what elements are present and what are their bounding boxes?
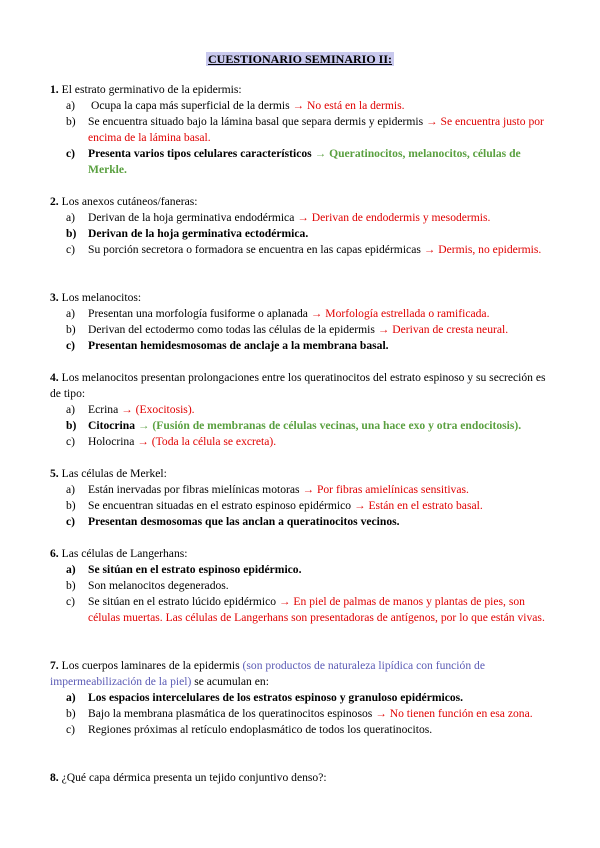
- option-letter: a): [66, 211, 76, 224]
- question-7: [50, 658, 550, 738]
- option-a: [50, 690, 550, 706]
- answer-note: (Fusión de membranas de células vecinas, una hace exo y otra endocitosis).: [152, 419, 522, 432]
- option-letter: b): [66, 115, 76, 128]
- answer-note: (Exocitosis).: [135, 403, 195, 416]
- answer-note: Derivan de endodermis y mesodermis.: [311, 211, 491, 224]
- option-text: Citocrina: [88, 419, 138, 432]
- arrow-icon: →: [137, 419, 150, 432]
- option-letter: a): [66, 307, 76, 320]
- option-c: [50, 242, 550, 258]
- stem-note: (son productos de naturaleza lipídica con función de impermeabilización de la piel): [50, 659, 485, 688]
- option-b: [50, 226, 550, 242]
- arrow-icon: →: [310, 307, 323, 320]
- option-c: [50, 146, 550, 178]
- option-text: Derivan de la hoja germinativa endodérmica: [88, 211, 298, 224]
- question-4: [50, 370, 550, 450]
- question-stem: ¿Qué capa dérmica presenta un tejido conjuntivo denso?:: [61, 771, 327, 784]
- question-stem: Las células de Merkel:: [61, 467, 167, 480]
- answer-note: En piel de palmas de manos y plantas de pies, son células muertas. Las células de Langerhans son presentadoras de antígenos, por lo que están vivas.: [88, 595, 545, 624]
- question-8: [50, 770, 550, 786]
- answer-note: (Toda la célula se excreta).: [151, 435, 277, 448]
- arrow-icon: →: [377, 323, 390, 336]
- option-text: Se sitúan en el estrato espinoso epidérmico.: [88, 563, 302, 576]
- question-number: 8.: [50, 771, 59, 784]
- option-letter: c): [66, 723, 76, 736]
- question-number: 5.: [50, 467, 59, 480]
- option-c: [50, 434, 550, 450]
- option-letter: b): [66, 227, 77, 240]
- arrow-icon: →: [292, 99, 305, 112]
- option-text: Se encuentra situado bajo la lámina basal que separa dermis y epidermis: [88, 115, 427, 128]
- answer-note: Derivan de cresta neural.: [392, 323, 509, 336]
- option-letter: c): [66, 515, 76, 528]
- question-5: [50, 466, 550, 530]
- option-b: [50, 578, 550, 594]
- question-stem: Los cuerpos laminares de la epidermis: [61, 659, 243, 672]
- option-c: [50, 338, 550, 354]
- option-letter: a): [66, 99, 76, 112]
- question-stem: Los melanocitos:: [61, 291, 142, 304]
- arrow-icon: →: [375, 707, 387, 720]
- option-letter: a): [66, 483, 76, 496]
- option-letter: a): [66, 563, 76, 576]
- option-text: Derivan del ectodermo como todas las células de la epidermis: [88, 323, 378, 336]
- option-c: [50, 594, 550, 626]
- arrow-icon: →: [121, 403, 133, 416]
- option-c: [50, 722, 550, 738]
- arrow-icon: →: [426, 115, 438, 128]
- question-3: [50, 290, 550, 354]
- option-b: [50, 498, 550, 514]
- option-letter: c): [66, 147, 76, 160]
- option-a: [50, 482, 550, 498]
- stem-end: se acumulan en:: [191, 675, 269, 688]
- option-letter: b): [66, 579, 76, 592]
- question-stem: Los anexos cutáneos/faneras:: [61, 195, 198, 208]
- answer-note: Queratinocitos, melanocitos, células de Merkle.: [88, 147, 521, 176]
- option-letter: b): [66, 707, 76, 720]
- option-b: [50, 322, 550, 338]
- question-2: [50, 194, 550, 258]
- option-letter: b): [66, 499, 76, 512]
- option-a: [50, 562, 550, 578]
- question-number: 6.: [50, 547, 59, 560]
- option-text: Son melanocitos degenerados.: [88, 579, 229, 592]
- arrow-icon: →: [278, 595, 291, 608]
- question-number: 2.: [50, 195, 59, 208]
- question-number: 7.: [50, 659, 59, 672]
- question-stem: Los melanocitos presentan prolongaciones entre los queratinocitos del estrato espinoso y su secreción es de tipo:: [50, 371, 546, 400]
- option-letter: c): [66, 435, 76, 448]
- question-number: 1.: [50, 83, 59, 96]
- option-a: [50, 402, 550, 418]
- option-text: Ecrina: [88, 403, 122, 416]
- answer-note: Morfología estrellada o ramificada.: [325, 307, 490, 320]
- question-number: 3.: [50, 291, 59, 304]
- option-b: [50, 706, 550, 722]
- option-text: Derivan de la hoja germinativa ectodérmica.: [88, 227, 309, 240]
- option-text: Holocrina: [88, 435, 138, 448]
- option-letter: a): [66, 691, 76, 704]
- option-b: [50, 418, 550, 434]
- answer-note: No tienen función en esa zona.: [389, 707, 533, 720]
- option-text: Los espacios intercelulares de los estratos espinoso y granuloso epidérmicos.: [88, 691, 464, 704]
- option-text: Presentan una morfología fusiforme o aplanada: [88, 307, 311, 320]
- arrow-icon: →: [423, 243, 436, 256]
- answer-note: Por fibras amielínicas sensitivas.: [316, 483, 469, 496]
- option-text: Están inervadas por fibras mielínicas motoras: [88, 483, 303, 496]
- arrow-icon: →: [302, 483, 315, 496]
- arrow-icon: →: [297, 211, 309, 224]
- option-c: [50, 514, 550, 530]
- option-a: [50, 306, 550, 322]
- question-1: [50, 82, 550, 178]
- option-letter: b): [66, 323, 76, 336]
- option-text: Presentan desmosomas que las anclan a queratinocitos vecinos.: [88, 515, 400, 528]
- option-text: Su porción secretora o formadora se encuentra en las capas epidérmicas: [88, 243, 424, 256]
- option-text: Bajo la membrana plasmática de los queratinocitos espinosos: [88, 707, 376, 720]
- answer-note: Dermis, no epidermis.: [438, 243, 542, 256]
- document-title: [0, 51, 600, 67]
- option-letter: c): [66, 339, 76, 352]
- option-text: Ocupa la capa más superficial de la dermis: [91, 99, 293, 112]
- option-text: Se encuentran situadas en el estrato espinoso epidérmico: [88, 499, 354, 512]
- option-text: Presenta varios tipos celulares característicos: [88, 147, 315, 160]
- answer-note: Se encuentra justo por encima de la lámina basal.: [88, 115, 544, 144]
- option-text: Se sitúan en el estrato lúcido epidérmico: [88, 595, 279, 608]
- option-letter: c): [66, 595, 76, 608]
- option-text: Regiones próximas al retículo endoplasmático de todos los queratinocitos.: [88, 723, 433, 736]
- option-b: [50, 114, 550, 146]
- arrow-icon: →: [353, 499, 366, 512]
- arrow-icon: →: [314, 147, 327, 160]
- option-letter: a): [66, 403, 76, 416]
- arrow-icon: →: [137, 435, 149, 448]
- answer-note: No está en la dermis.: [307, 99, 405, 112]
- option-a: [50, 210, 550, 226]
- question-number: 4.: [50, 371, 59, 384]
- answer-note: Están en el estrato basal.: [368, 499, 483, 512]
- option-text: Presentan hemidesmosomas de anclaje a la membrana basal.: [88, 339, 389, 352]
- option-letter: b): [66, 419, 77, 432]
- title-text: CUESTIONARIO SEMINARIO II:: [207, 52, 393, 66]
- option-letter: c): [66, 243, 76, 256]
- question-6: [50, 546, 550, 626]
- question-stem: Las células de Langerhans:: [61, 547, 188, 560]
- question-stem: El estrato germinativo de la epidermis:: [61, 83, 242, 96]
- option-a: [50, 98, 550, 114]
